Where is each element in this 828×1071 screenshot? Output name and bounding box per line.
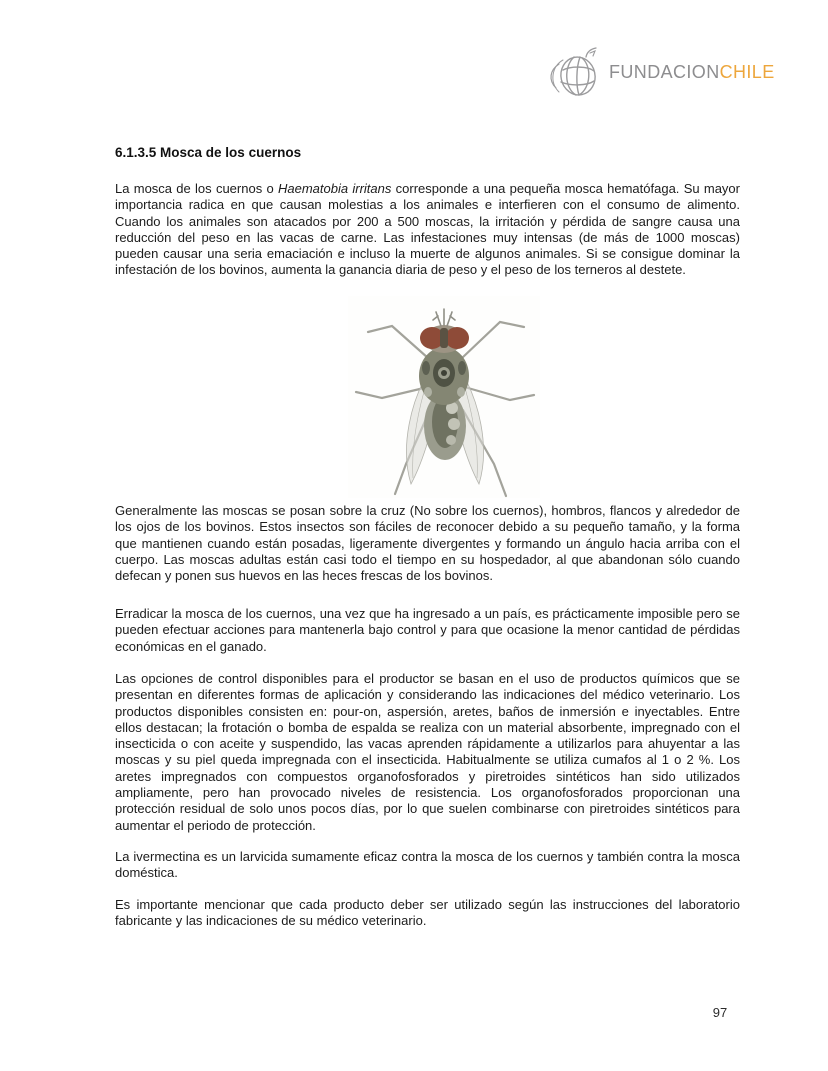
paragraph-ivermectina: La ivermectina es un larvicida sumamente eficaz contra la mosca de los cuernos y también contra la mosca doméstica.: [115, 849, 740, 881]
paragraph-eradication: Erradicar la mosca de los cuernos, una vez que ha ingresado a un país, es prácticamente imposible pero se pueden efectuar acciones para mantenerla bajo control y para que ocasione la menor cantidad de pérdidas económicas en el ganado.: [115, 606, 740, 654]
logo-text-fundacion: FUNDACION: [609, 61, 720, 82]
logo-text-chile: CHILE: [719, 61, 775, 82]
horn-fly-photo: [348, 296, 540, 498]
species-name-italic: Haematobia irritans: [277, 181, 392, 196]
page-number: 97: [712, 1005, 728, 1020]
paragraph-instructions: Es importante mencionar que cada producto deber ser utilizado según las instrucciones del laboratorio fabricante y las indicaciones de su médico veterinario.: [115, 897, 740, 929]
paragraph-posture: Generalmente las moscas se posan sobre la cruz (No sobre los cuernos), hombros, flancos y alrededor de los ojos de los bovinos. Estos insectos son fáciles de reconocer debido a su pequeño tamaño, y la forma que mantienen cuando están posadas, ligeramente divergentes y formando un ángulo hacia arriba con el cuerpo. Las moscas adultas están casi todo el tiempo en su hospedador, al que abandonan sólo cuando defecan y ponen sus huevos en las heces frescas de los bovinos.: [115, 503, 740, 584]
paragraph-control-options: Las opciones de control disponibles para el productor se basan en el uso de productos químicos que se presentan en diferentes formas de aplicación y considerando las indicaciones del médico veterinario. Los productos disponibles consisten en: pour-on, aspersión, aretes, baños de inmersión e inyectables. Entre ellos destacan; la frotación o bomba de espalda se realiza con un material absorbente, impregnado con el insecticida o con aceite y suspendido, las vacas aprenden rápidamente a utilizarlos para ahuyentar a las moscas y su piel queda impregnada con el insecticida. Habitualmente se utiliza cumafos al 1 o 2 %. Los aretes impregnados con compuestos organofosforados y piretroides sintéticos han sido utilizados ampliamente, pero han provocado niveles de resistencia. Los organofosforados proporcionan una protección residual de solo unos pocos días, por lo que suelen combinarse con piretroides sintéticos para aumentar el periodo de protección.: [115, 671, 740, 833]
intro-text-after: corresponde a una pequeña mosca hematófaga. Su mayor importancia radica en que causan molestias a los animales e interfieren con el consumo de alimento. Cuando los animales son atacados por 200 a 500 moscas, la irritación y pérdida de sangre causa una reducción del peso en las vacas de carne. Las infestaciones muy intensas (de más de 1000 moscas) pueden causar una seria emaciación e incluso la muerte de algunos animales. Si se consigue dominar la infestación de los bovinos, aumenta la ganancia diaria de peso y el peso de los terneros al destete.: [115, 181, 740, 278]
intro-paragraph: [115, 181, 740, 279]
fundacion-chile-logo: [546, 44, 775, 100]
logo-wordmark: [609, 62, 775, 83]
globe-sketch-icon: [546, 44, 604, 100]
intro-text-before: La mosca de los cuernos o: [115, 181, 278, 196]
section-heading: 6.1.3.5 Mosca de los cuernos: [115, 145, 302, 160]
horn-fly-illustration: [348, 296, 540, 498]
